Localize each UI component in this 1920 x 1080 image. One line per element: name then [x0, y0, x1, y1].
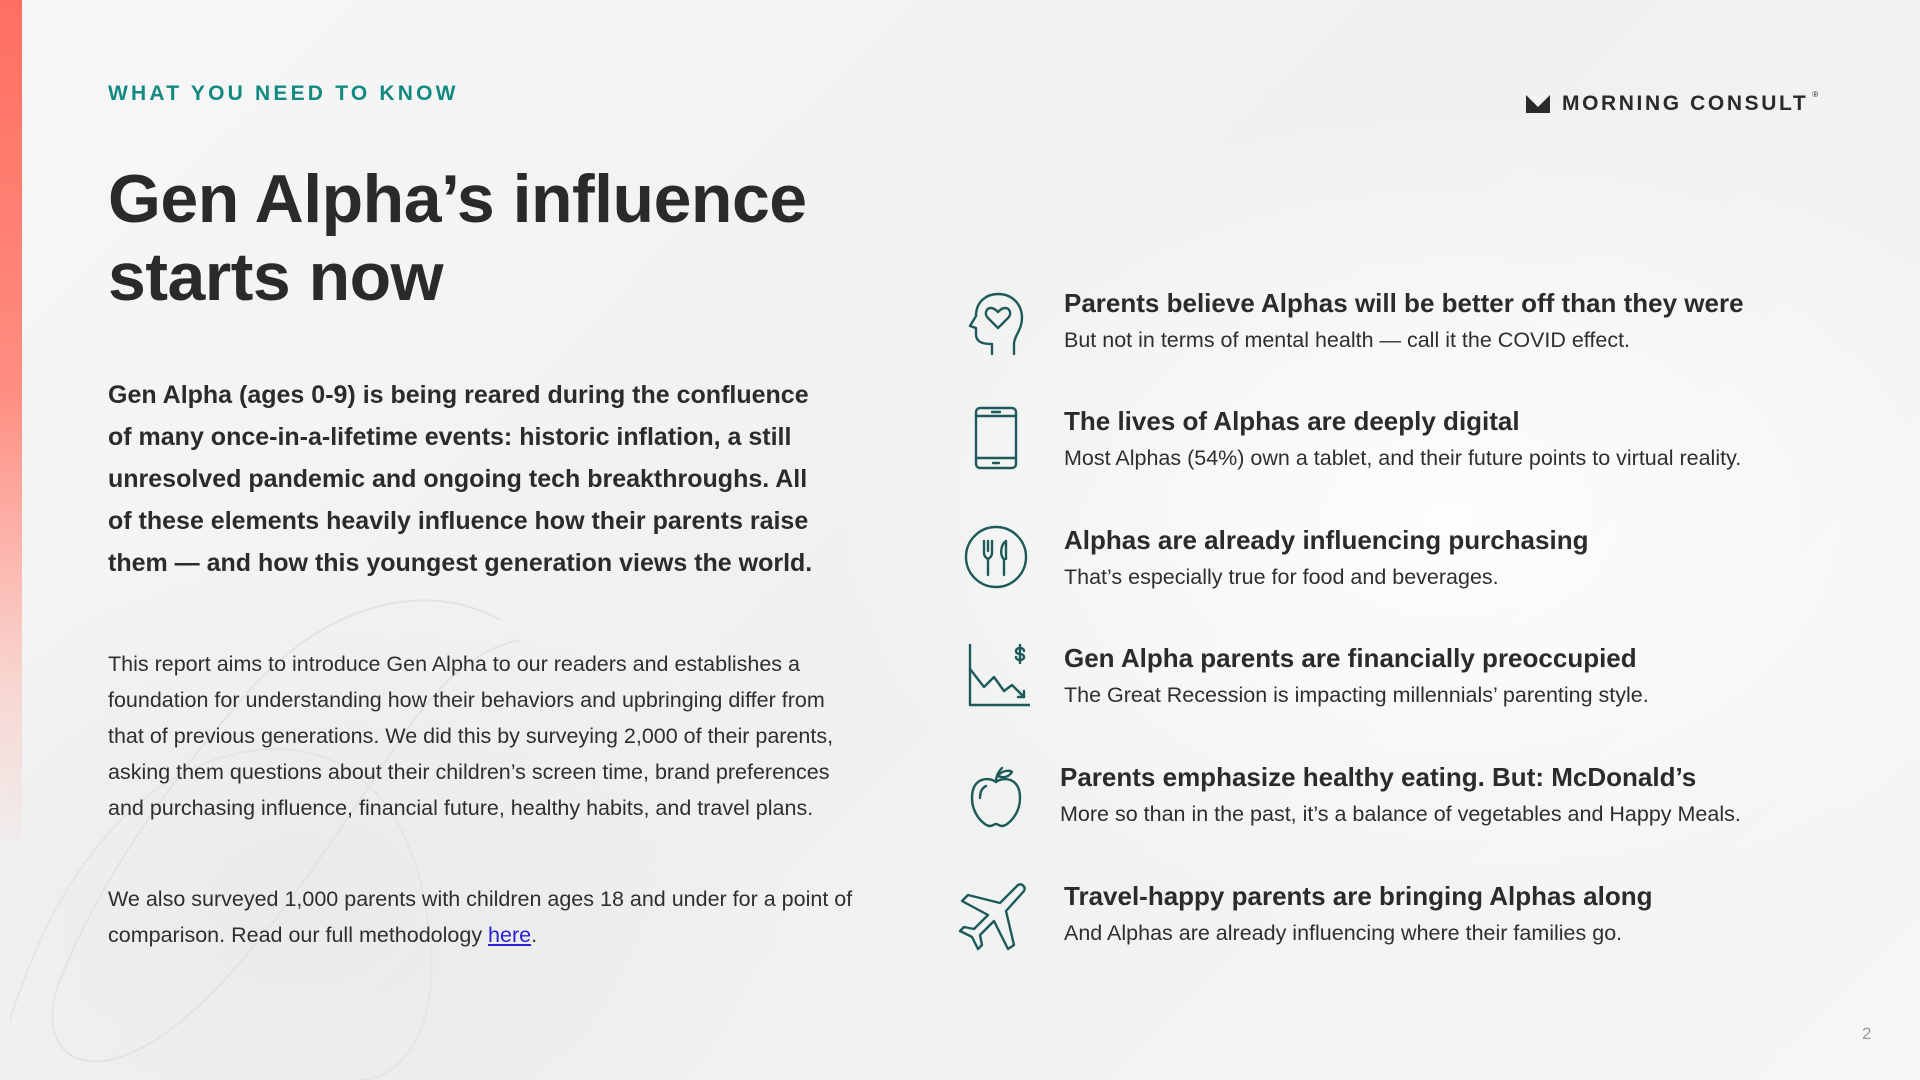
finding-subtext: And Alphas are already influencing where their families go.	[1064, 921, 1623, 945]
body-paragraph-2-end: .	[531, 923, 538, 947]
accent-bar	[0, 0, 22, 860]
eyebrow-label: WHAT YOU NEED TO KNOW	[108, 82, 459, 105]
lede-paragraph: Gen Alpha (ages 0-9) is being reared during the confluence of many once-in-a-lifetime events: historic inflation, a still unresolved pandemic and ongoing tech breakthroughs. All of these elements heavily influence how their parents raise them — and how this youngest generation views the world.	[108, 381, 813, 577]
tablet-icon	[958, 406, 1030, 478]
apple-icon	[958, 762, 1030, 834]
finding-item-3	[950, 525, 1850, 625]
finding-heading: The lives of Alphas are deeply digital	[1064, 406, 1520, 436]
body-paragraph-2	[108, 881, 868, 953]
finding-subtext: The Great Recession is impacting millennials’ parenting style.	[1064, 683, 1649, 707]
finding-item-4	[950, 643, 1850, 743]
brand-name: MORNING CONSULT	[1562, 92, 1809, 115]
methodology-link[interactable]: here	[488, 923, 532, 947]
finding-subtext: That’s especially true for food and beverages.	[1064, 565, 1499, 589]
body-paragraph-1: This report aims to introduce Gen Alpha to our readers and establishes a foundation for understanding how their behaviors and upbringing differ from that of previous generations. We did this by surveying 2,000 of their parents, asking them questions about their children’s screen time, brand preferences and purchasing influence, financial future, healthy habits, and travel plans.	[108, 652, 834, 820]
page-title	[108, 160, 868, 316]
finding-subtext: More so than in the past, it’s a balance of vegetables and Happy Meals.	[1060, 802, 1741, 826]
brand-registered-mark: ®	[1812, 89, 1819, 99]
fork-knife-icon	[958, 525, 1030, 597]
finding-subtext: But not in terms of mental health — call it the COVID effect.	[1064, 328, 1631, 352]
finding-heading: Parents emphasize healthy eating. But: McDonald’s	[1060, 762, 1697, 792]
body-paragraph-2-text: We also surveyed 1,000 parents with children ages 18 and under for a point of comparison. Read our full methodology	[108, 887, 853, 947]
brand-logo	[1524, 89, 1824, 116]
page-title-line-1: Gen Alpha’s influence	[108, 161, 807, 237]
finding-item-2	[950, 406, 1850, 506]
page-number: 2	[1862, 1024, 1872, 1043]
finding-heading: Gen Alpha parents are financially preoccupied	[1064, 643, 1637, 673]
morning-consult-logo-icon	[1524, 92, 1552, 116]
finding-subtext: Most Alphas (54%) own a tablet, and their future points to virtual reality.	[1064, 446, 1742, 470]
page-title-line-2: starts now	[108, 239, 444, 315]
head-heart-icon	[958, 288, 1030, 360]
finding-item-1	[950, 288, 1850, 388]
finding-heading: Parents believe Alphas will be better off than they were	[1064, 288, 1744, 318]
finding-item-5	[950, 762, 1850, 862]
chart-down-dollar-icon	[958, 643, 1030, 715]
finding-heading: Travel-happy parents are bringing Alphas along	[1064, 881, 1653, 911]
airplane-icon	[958, 881, 1030, 953]
finding-heading: Alphas are already influencing purchasing	[1064, 525, 1589, 555]
finding-item-6	[950, 881, 1850, 981]
